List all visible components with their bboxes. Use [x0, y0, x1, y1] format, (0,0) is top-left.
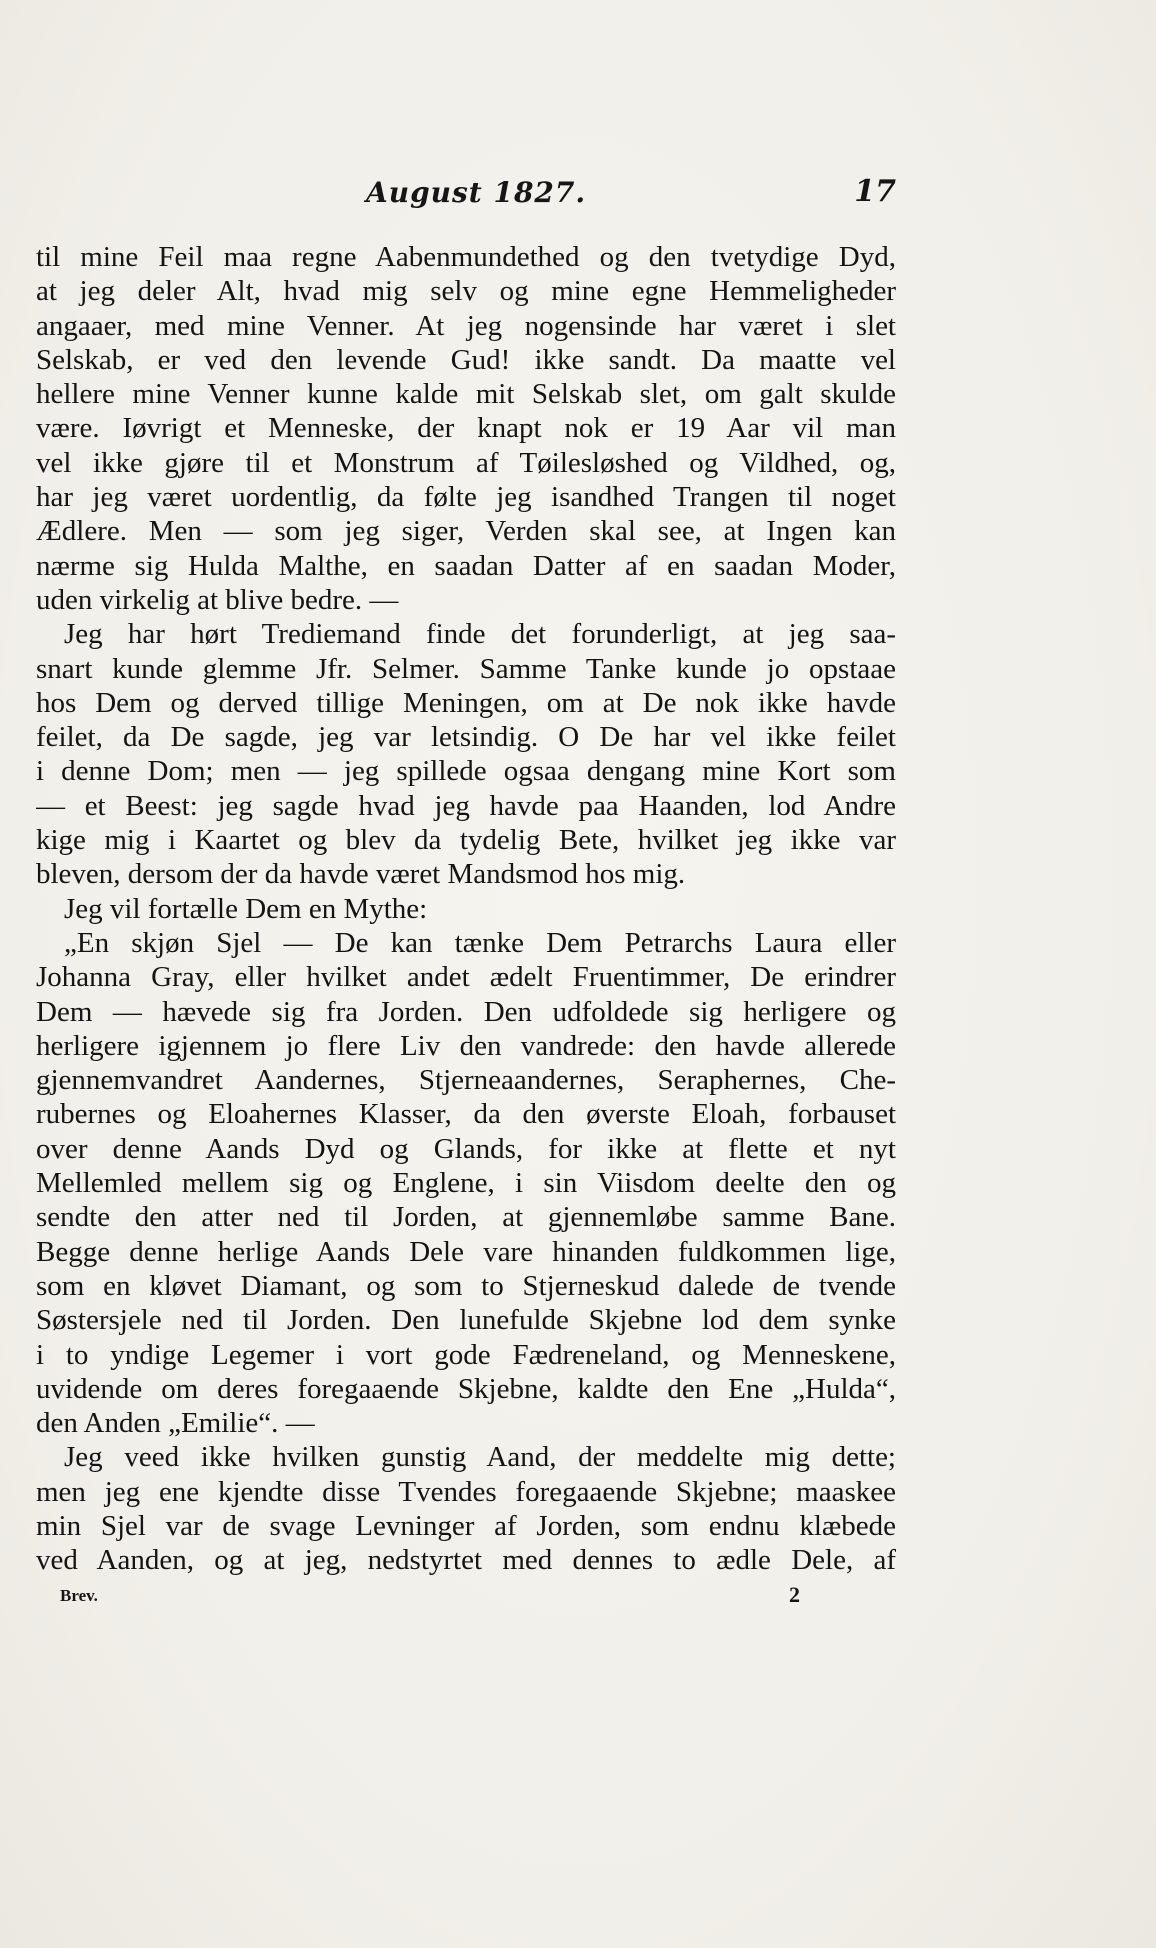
text-line: i denne Dom; men — jeg spillede ogsaa dengang mine Kort som	[36, 755, 896, 788]
text-line: min Sjel var de svage Levninger af Jorden, som endnu klæbede	[36, 1509, 896, 1542]
text-line: Jeg vil fortælle Dem en Mythe:	[64, 892, 428, 925]
text-line: men jeg ene kjendte disse Tvendes foregaaende Skjebne; maaskee	[36, 1475, 896, 1508]
text-line: Jeg veed ikke hvilken gunstig Aand, der meddelte mig dette;	[64, 1441, 896, 1474]
text-line: hellere mine Venner kunne kalde mit Selskab slet, om galt skulde	[36, 378, 896, 411]
text-line: herligere igjennem jo flere Liv den vandrede: den havde allerede	[36, 1029, 896, 1062]
text-line: angaaer, med mine Venner. At jeg nogensinde har været i slet	[36, 309, 896, 342]
text-line: i to yndige Legemer i vort gode Fædreneland, og Menneskene,	[36, 1338, 896, 1371]
text-line: over denne Aands Dyd og Glands, for ikke at flette et nyt	[36, 1132, 896, 1165]
sheet-number: 2	[789, 1582, 800, 1607]
text-line: Jeg har hørt Trediemand finde det forunderligt, at jeg saa-	[64, 618, 896, 651]
text-line: bleven, dersom der da havde været Mandsmod hos mig.	[36, 858, 686, 891]
running-title: August 1827.	[366, 176, 587, 209]
text-line: som en kløvet Diamant, og som to Stjerneskud dalede de tvende	[36, 1269, 896, 1302]
page-number: 17	[854, 174, 896, 209]
text-line: kige mig i Kaartet og blev da tydelig Bete, hvilket jeg ikke var	[36, 824, 896, 857]
text-line: gjennemvandret Aandernes, Stjerneaandernes, Seraphernes, Che-	[36, 1064, 896, 1097]
text-line: uvidende om deres foregaaende Skjebne, kaldte den Ene „Hulda“,	[36, 1372, 896, 1405]
text-line: uden virkelig at blive bedre. —	[36, 583, 399, 616]
text-line: at jeg deler Alt, hvad mig selv og mine egne Hemmeligheder	[36, 275, 896, 308]
text-line: ved Aanden, og at jeg, nedstyrtet med dennes to ædle Dele, af	[36, 1544, 896, 1577]
signature-mark: Brev.	[60, 1586, 98, 1605]
text-line: nærme sig Hulda Malthe, en saadan Datter af en saadan Moder,	[36, 549, 896, 582]
text-line: Ædlere. Men — som jeg siger, Verden skal see, at Ingen kan	[36, 515, 896, 548]
running-head	[36, 168, 896, 216]
text-line: Dem — hævede sig fra Jorden. Den udfoldede sig herligere og	[36, 995, 896, 1028]
text-line: snart kunde glemme Jfr. Selmer. Samme Tanke kunde jo opstaae	[36, 652, 896, 685]
text-line: Mellemled mellem sig og Englene, i sin Viisdom deelte den og	[36, 1167, 896, 1200]
text-line: den Anden „Emilie“. —	[36, 1407, 315, 1440]
text-line: hos Dem og derved tillige Meningen, om at De nok ikke havde	[36, 686, 896, 719]
text-line: vel ikke gjøre til et Monstrum af Tøilesløshed og Vildhed, og,	[36, 446, 896, 479]
text-line: „En skjøn Sjel — De kan tænke Dem Petrarchs Laura eller	[64, 926, 896, 959]
text-line: Selskab, er ved den levende Gud! ikke sandt. Da maatte vel	[36, 343, 896, 376]
text-line: sendte den atter ned til Jorden, at gjennemløbe samme Bane.	[36, 1201, 896, 1234]
text-line: være. Iøvrigt et Menneske, der knapt nok er 19 Aar vil man	[36, 412, 896, 445]
body-text	[36, 240, 896, 1578]
text-line: Johanna Gray, eller hvilket andet ædelt Fruentimmer, De erindrer	[36, 961, 896, 994]
page-footer	[60, 1580, 800, 1610]
text-line: — et Beest: jeg sagde hvad jeg havde paa Haanden, lod Andre	[36, 789, 896, 822]
text-line: feilet, da De sagde, jeg var letsindig. O De har vel ikke feilet	[36, 721, 896, 754]
text-line: har jeg været uordentlig, da følte jeg isandhed Trangen til noget	[36, 481, 896, 514]
text-line: til mine Feil maa regne Aabenmundethed og den tvetydige Dyd,	[36, 241, 896, 273]
text-line: rubernes og Eloahernes Klasser, da den øverste Eloah, forbauset	[36, 1098, 896, 1131]
text-line: Begge denne herlige Aands Dele vare hinanden fuldkommen lige,	[36, 1235, 896, 1268]
text-line: Søstersjele ned til Jorden. Den lunefulde Skjebne lod dem synke	[36, 1304, 896, 1337]
